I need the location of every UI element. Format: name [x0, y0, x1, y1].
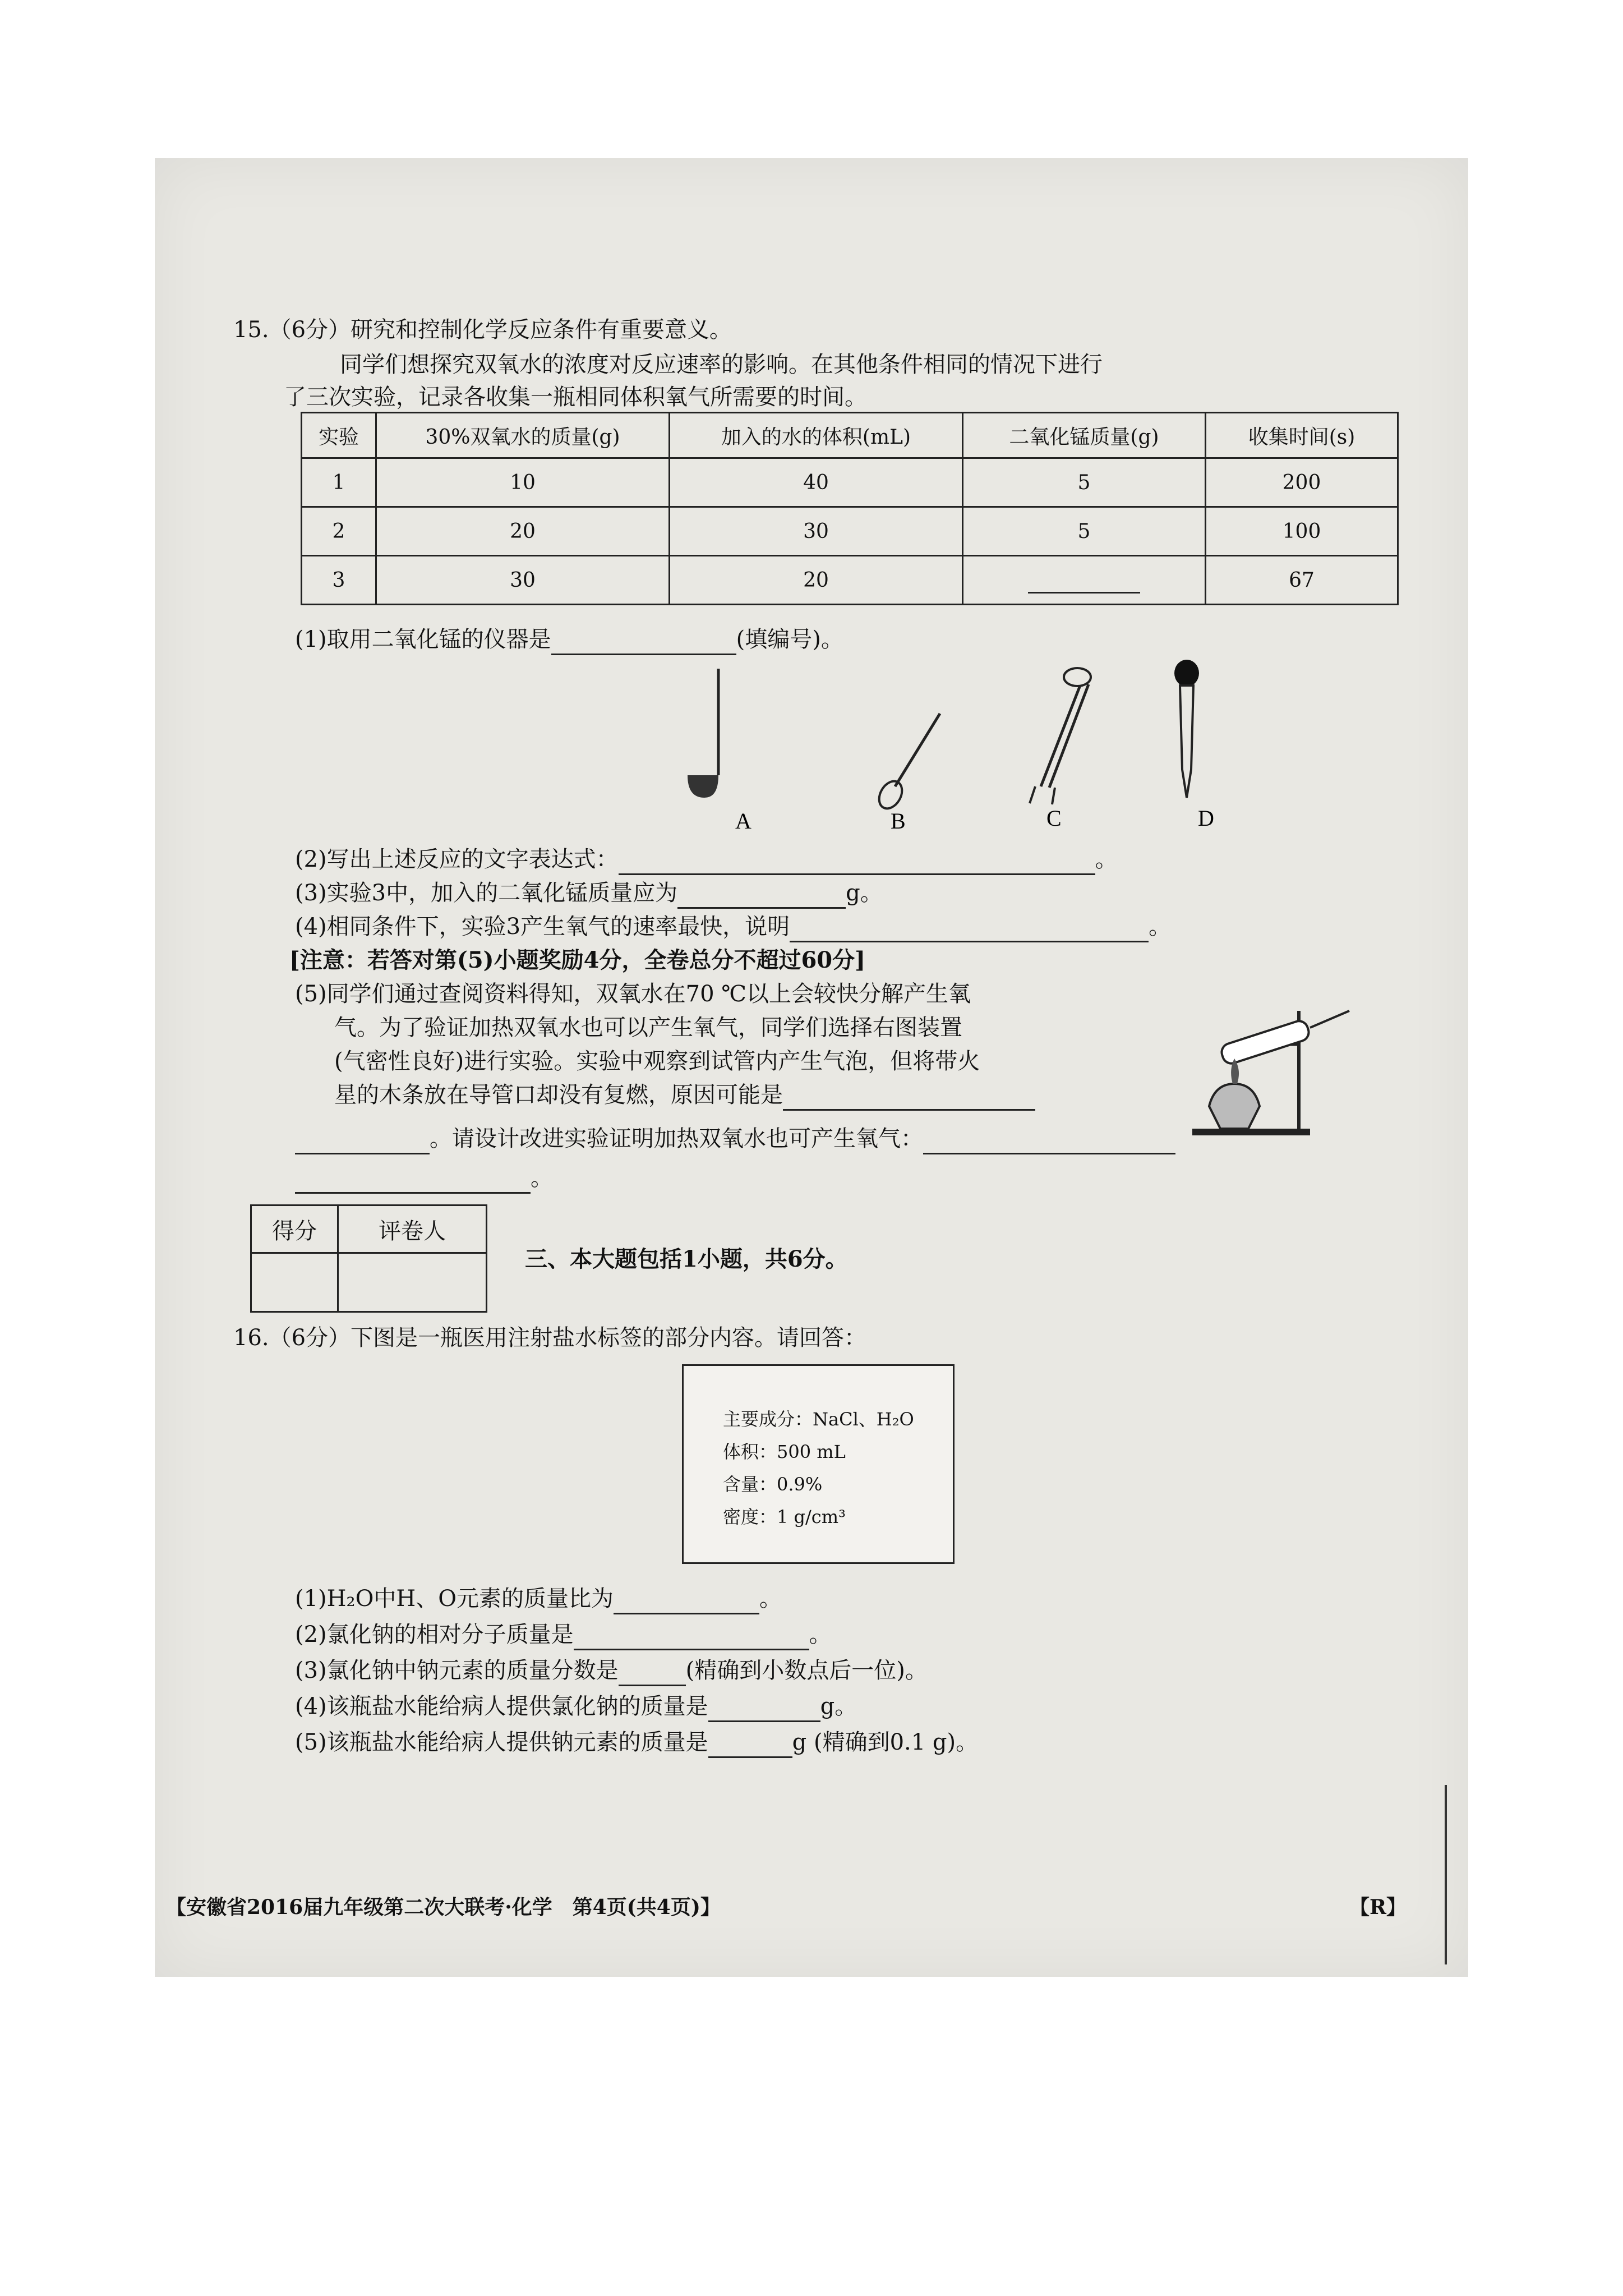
table-header: 30%双氧水的质量(g): [376, 413, 670, 458]
label-line: 主要成分：NaCl、H₂O: [723, 1409, 914, 1430]
table-header: 收集时间(s): [1206, 413, 1398, 458]
q15-title: 15.（6分）研究和控制化学反应条件有重要意义。: [233, 317, 732, 343]
answer-blank[interactable]: [790, 916, 1149, 942]
q15-sub1-text: (1)取用二氧化锰的仪器是: [295, 627, 551, 652]
q15-sub4-text: (4)相同条件下，实验3产生氧气的速率最快，说明: [295, 914, 790, 940]
table-cell: 100: [1206, 507, 1398, 556]
label-line: 含量：0.9%: [723, 1474, 823, 1495]
q15-sub4: [295, 911, 1171, 942]
q15-intro-line2: 了三次实验，记录各收集一瓶相同体积氧气所需要的时间。: [284, 384, 867, 410]
table-row: [302, 556, 1398, 605]
q15-sub4-end: 。: [1149, 914, 1172, 940]
q16-sub2: [295, 1619, 832, 1650]
table-header: 加入的水的体积(mL): [670, 413, 963, 458]
exam-sheet: [155, 158, 1468, 1977]
q15-sub3-text: (3)实验3中，加入的二氧化锰质量应为: [295, 880, 678, 906]
answer-blank[interactable]: [295, 1128, 430, 1154]
instruments-figure: [547, 657, 1220, 843]
test-tube-icon: [1219, 1011, 1349, 1066]
instrument-label-c: C: [1046, 806, 1062, 831]
instrument-label-b: B: [891, 808, 906, 834]
table-header: 二氧化锰质量(g): [963, 413, 1206, 458]
table-cell: 30: [670, 507, 963, 556]
q15-sub1-end: (填编号)。: [736, 627, 843, 652]
score-cell[interactable]: [251, 1253, 338, 1312]
bonus-note: [注意：若答对第(5)小题奖励4分，全卷总分不超过60分]: [289, 947, 866, 973]
q16-sub1-end: 。: [759, 1586, 782, 1612]
q16-sub3-end: (精确到小数点后一位)。: [685, 1658, 928, 1683]
q16-sub3-text: (3)氯化钠中钠元素的质量分数是: [295, 1658, 619, 1683]
q16-sub1-text: (1)H₂O中H、O元素的质量比为: [295, 1586, 614, 1612]
q15-sub2: [295, 844, 1118, 875]
q15-sub5-line3: (气密性良好)进行实验。实验中观察到试管内产生气泡，但将带火: [334, 1048, 980, 1074]
table-cell: 30: [376, 556, 670, 605]
q16-sub5-end: g (精确到0.1 g)。: [792, 1729, 979, 1755]
table-cell: 5: [963, 458, 1206, 507]
score-box: [250, 1204, 487, 1313]
q15-sub5-line5: [295, 1123, 1175, 1154]
table-cell: 1: [302, 458, 376, 507]
q15-sub5-line5-text: 。请设计改进实验证明加热双氧水也可产生氧气：: [430, 1126, 923, 1152]
q15-sub5-end: 。: [531, 1165, 553, 1191]
table-cell: 20: [670, 556, 963, 605]
answer-blank[interactable]: [614, 1588, 759, 1614]
instrument-a-spoon-icon: [688, 669, 718, 798]
answer-blank[interactable]: [619, 849, 1095, 875]
grader-label: 评卷人: [338, 1205, 487, 1253]
q15-sub2-end: 。: [1095, 846, 1118, 872]
score-label: 得分: [251, 1205, 338, 1253]
section-3-heading: 三、本大题包括1小题，共6分。: [525, 1246, 848, 1272]
q15-sub5-line1: (5)同学们通过查阅资料得知，双氧水在70 ℃以上会较快分解产生氧: [295, 981, 971, 1007]
q16-sub4-text: (4)该瓶盐水能给病人提供氯化钠的质量是: [295, 1694, 708, 1719]
table-header-row: [302, 413, 1398, 458]
q16-sub4-end: g。: [820, 1694, 857, 1719]
answer-blank[interactable]: [783, 1084, 1035, 1111]
q15-sub3: [295, 877, 883, 909]
table-cell: 2: [302, 507, 376, 556]
label-line: 密度：1 g/cm³: [723, 1506, 846, 1527]
experiment-table: [301, 412, 1399, 605]
heating-apparatus-figure: [1181, 1000, 1361, 1145]
table-cell-answer-blank[interactable]: [963, 556, 1206, 605]
q15-sub5-line2: 气。为了验证加热双氧水也可以产生氧气，同学们选择右图装置: [334, 1015, 962, 1041]
answer-blank[interactable]: [677, 882, 846, 909]
q15-sub5-line4: [334, 1079, 1035, 1111]
table-cell: 3: [302, 556, 376, 605]
answer-blank[interactable]: [295, 1167, 531, 1194]
instrument-label-a: A: [735, 808, 751, 834]
table-row: [302, 507, 1398, 556]
alcohol-lamp-icon: [1209, 1059, 1260, 1129]
q16-sub2-end: 。: [809, 1622, 832, 1648]
q15-sub3-end: g。: [846, 880, 883, 906]
q16-sub4: [295, 1691, 857, 1722]
instrument-c-tongs-icon: [1030, 668, 1091, 804]
table-cell: 10: [376, 458, 670, 507]
q15-sub5-line6: [295, 1162, 553, 1194]
answer-blank[interactable]: [574, 1624, 809, 1650]
q16-sub3: [295, 1655, 928, 1686]
label-line: 体积：500 mL: [723, 1441, 846, 1462]
q15-sub5-line4-text: 星的木条放在导管口却没有复燃，原因可能是: [334, 1082, 783, 1108]
q16-sub1: [295, 1583, 782, 1614]
table-cell: 40: [670, 458, 963, 507]
q15-sub2-text: (2)写出上述反应的文字表达式：: [295, 846, 619, 872]
q15-sub1: [295, 624, 843, 655]
answer-blank[interactable]: [923, 1128, 1175, 1154]
table-cell: 20: [376, 507, 670, 556]
q16-sub5: [295, 1727, 978, 1758]
instrument-b-spatula-icon: [874, 714, 940, 813]
q16-title: 16.（6分）下图是一瓶医用注射盐水标签的部分内容。请回答：: [233, 1325, 867, 1351]
instrument-d-dropper-icon: [1174, 660, 1199, 798]
page-footer-right: 【R】: [1349, 1895, 1407, 1919]
q16-sub2-text: (2)氯化钠的相对分子质量是: [295, 1622, 574, 1648]
table-cell: 5: [963, 507, 1206, 556]
answer-blank[interactable]: [551, 629, 736, 655]
grader-cell[interactable]: [338, 1253, 487, 1312]
table-header: 实验: [302, 413, 376, 458]
page-footer-left: 【安徽省2016届九年级第二次大联考·化学 第4页(共4页)】: [166, 1895, 721, 1919]
table-cell: 200: [1206, 458, 1398, 507]
q15-intro-line1: 同学们想探究双氧水的浓度对反应速率的影响。在其他条件相同的情况下进行: [340, 352, 1103, 378]
table-row: [302, 458, 1398, 507]
saline-label-box: [682, 1364, 955, 1564]
instrument-label-d: D: [1198, 806, 1214, 831]
answer-blank[interactable]: [708, 1732, 792, 1758]
fold-edge-line: [1445, 1785, 1447, 1964]
answer-blank[interactable]: [619, 1660, 686, 1686]
table-cell: 67: [1206, 556, 1398, 605]
answer-blank[interactable]: [708, 1696, 820, 1722]
q16-sub5-text: (5)该瓶盐水能给病人提供钠元素的质量是: [295, 1729, 708, 1755]
